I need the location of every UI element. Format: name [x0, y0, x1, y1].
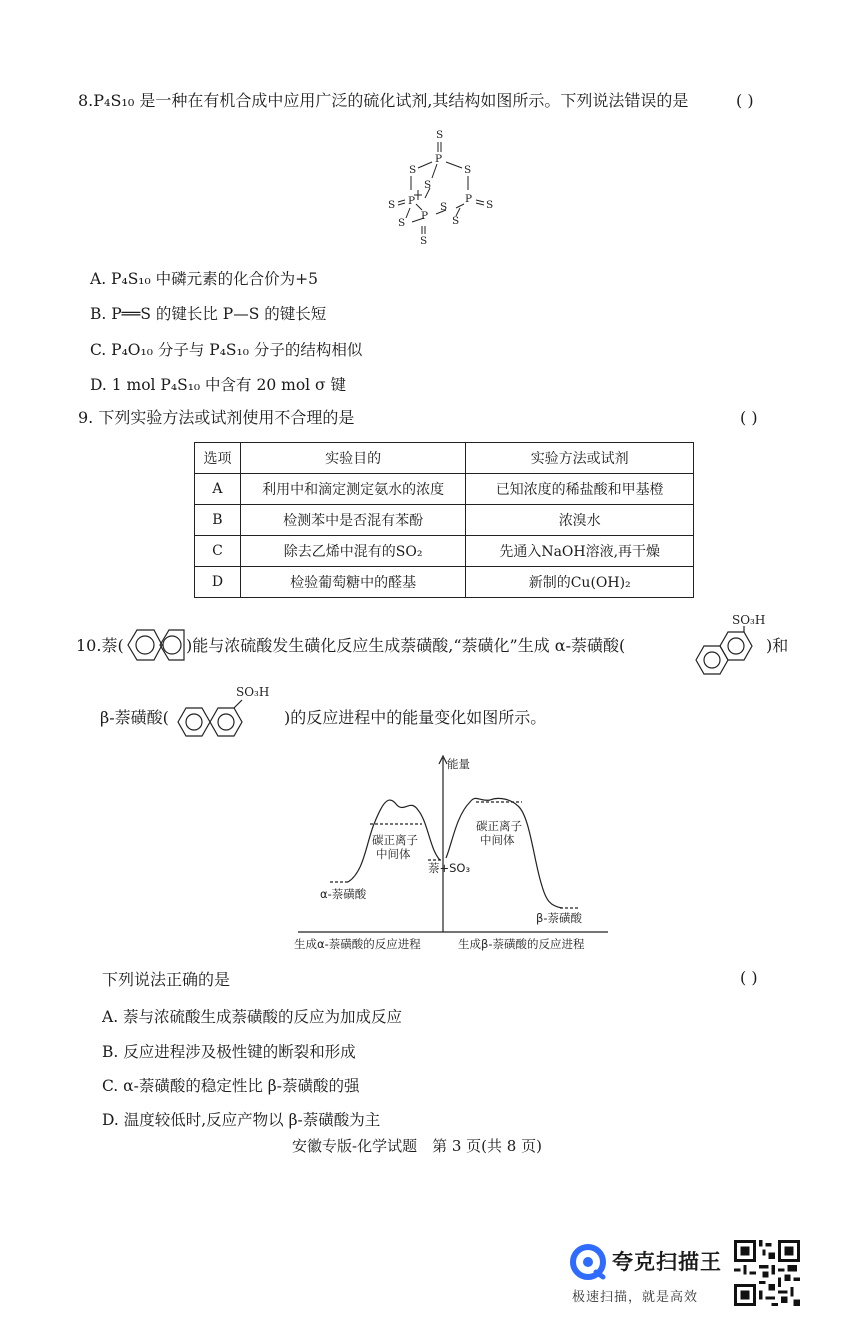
q10-stem-line2-b	[284, 708, 546, 728]
q9-table	[194, 442, 694, 598]
quark-logo-icon	[570, 1244, 606, 1280]
table-header-cell: 实验目的	[240, 443, 465, 474]
q10-stem-line2-a	[100, 708, 169, 728]
table-cell: B	[195, 505, 241, 536]
q8-answer-paren: ( )	[736, 91, 754, 110]
table-cell: 浓溴水	[466, 505, 694, 536]
q8-option-b: B. P══S 的键长比 P—S 的键长短	[90, 305, 327, 323]
alpha-product-label: α-萘磺酸	[320, 887, 367, 901]
atom-p-left: P	[408, 195, 416, 207]
atom-s-4: S	[398, 217, 406, 229]
right-intermediate-line2: 中间体	[480, 833, 515, 847]
q8-option-a: A. P₄S₁₀ 中磷元素的化合价为+5	[90, 270, 319, 288]
q9-stem-text: 下列实验方法或试剂使用不合理的是	[98, 408, 355, 427]
atom-s-5: S	[452, 215, 460, 227]
so3h-label-beta: SO₃H	[236, 685, 270, 699]
table-cell: 先通入NaOH溶液,再干燥	[466, 536, 694, 567]
so3h-label-alpha: SO₃H	[732, 613, 766, 627]
right-intermediate-line1: 碳正离子	[476, 819, 522, 833]
p4s10-structure	[380, 122, 510, 250]
q8-formula: P₄S₁₀	[93, 91, 135, 110]
x-axis-right-label: 生成β-萘磺酸的反应进程	[458, 937, 585, 951]
table-cell: 检测苯中是否混有苯酚	[240, 505, 465, 536]
energy-diagram	[290, 752, 620, 958]
q10-stem-line1-c	[766, 636, 788, 656]
app-slogan: 极速扫描，就是高效	[572, 1290, 699, 1305]
table-header-cell: 选项	[195, 443, 241, 474]
q10-stem-5: )的反应进程中的能量变化如图所示。	[284, 708, 547, 727]
atom-s-center: S	[424, 179, 432, 191]
beta-naphthalenesulfonic-structure	[174, 682, 278, 742]
table-cell: 检验葡萄糖中的醛基	[240, 567, 465, 598]
table-header-cell: 实验方法或试剂	[466, 443, 694, 474]
table-cell: A	[195, 474, 241, 505]
q10-stem-2: )能与浓硫酸发生磺化反应生成萘磺酸,“萘磺化”生成 α-萘磺酸(	[186, 636, 626, 655]
table-row	[195, 536, 694, 567]
beta-path	[446, 798, 562, 908]
q10-answer-paren: ( )	[740, 968, 758, 987]
q10-stem-1: 萘(	[101, 636, 124, 655]
table-cell: 利用中和滴定测定氨水的浓度	[240, 474, 465, 505]
q10-option-a: A. 萘与浓硫酸生成萘磺酸的反应为加成反应	[102, 1008, 403, 1026]
q10-stem-3: )和	[766, 636, 789, 655]
q10-prompt: 下列说法正确的是	[102, 970, 231, 989]
atom-s-left: S	[388, 199, 396, 211]
start-label: 萘+SO₃	[428, 861, 471, 875]
atom-s-2: S	[464, 164, 472, 176]
q9-number: 9.	[78, 408, 94, 427]
q10-stem-line1-a	[76, 636, 124, 656]
y-axis-label: 能量	[447, 757, 470, 771]
q10-number: 10.	[76, 636, 102, 655]
atom-s-right: S	[486, 199, 494, 211]
q8-stem-text: 是一种在有机合成中应用广泛的硫化试剂,其结构如图所示。下列说法错误的是	[139, 91, 689, 110]
qr-code-icon	[734, 1240, 800, 1306]
table-cell: D	[195, 567, 241, 598]
atom-s-top: S	[436, 129, 444, 141]
q10-option-d: D. 温度较低时,反应产物以 β-萘磺酸为主	[102, 1111, 381, 1129]
table-cell: 除去乙烯中混有的SO₂	[240, 536, 465, 567]
alpha-naphthalenesulfonic-structure	[692, 610, 768, 680]
left-intermediate-line2: 中间体	[376, 847, 411, 861]
beta-product-label: β-萘磺酸	[536, 911, 582, 925]
q9-answer-paren: ( )	[740, 408, 758, 427]
table-row	[195, 567, 694, 598]
q8-option-d: D. 1 mol P₄S₁₀ 中含有 20 mol σ 键	[90, 376, 347, 394]
table-row	[195, 474, 694, 505]
x-axis-left-label: 生成α-萘磺酸的反应进程	[294, 937, 421, 951]
q8-number: 8.	[78, 91, 94, 110]
atom-p-bottom: P	[421, 210, 429, 222]
q9-stem	[78, 408, 354, 428]
q10-stem-line1-b	[186, 636, 625, 656]
table-row	[195, 505, 694, 536]
left-intermediate-line1: 碳正离子	[372, 833, 418, 847]
q8-option-c: C. P₄O₁₀ 分子与 P₄S₁₀ 分子的结构相似	[90, 341, 363, 359]
q10-option-b: B. 反应进程涉及极性键的断裂和形成	[102, 1043, 356, 1061]
scanner-watermark	[570, 1242, 730, 1304]
atom-s-3: S	[440, 201, 448, 213]
table-cell: 已知浓度的稀盐酸和甲基橙	[466, 474, 694, 505]
q10-option-c: C. α-萘磺酸的稳定性比 β-萘磺酸的强	[102, 1077, 360, 1095]
atom-p-right: P	[465, 193, 473, 205]
table-cell: C	[195, 536, 241, 567]
q10-stem-4: β-萘磺酸(	[100, 708, 169, 727]
app-name: 夸克扫描王	[612, 1250, 722, 1274]
table-header-row	[195, 443, 694, 474]
q8-stem	[78, 91, 688, 111]
atom-s-1: S	[409, 164, 417, 176]
naphthalene-structure	[124, 624, 186, 666]
atom-p-top: P	[435, 153, 443, 165]
table-cell: 新制的Cu(OH)₂	[466, 567, 694, 598]
atom-s-bottom: S	[420, 235, 428, 247]
page-footer: 安徽专版-化学试题 第 3 页(共 8 页)	[292, 1137, 542, 1155]
